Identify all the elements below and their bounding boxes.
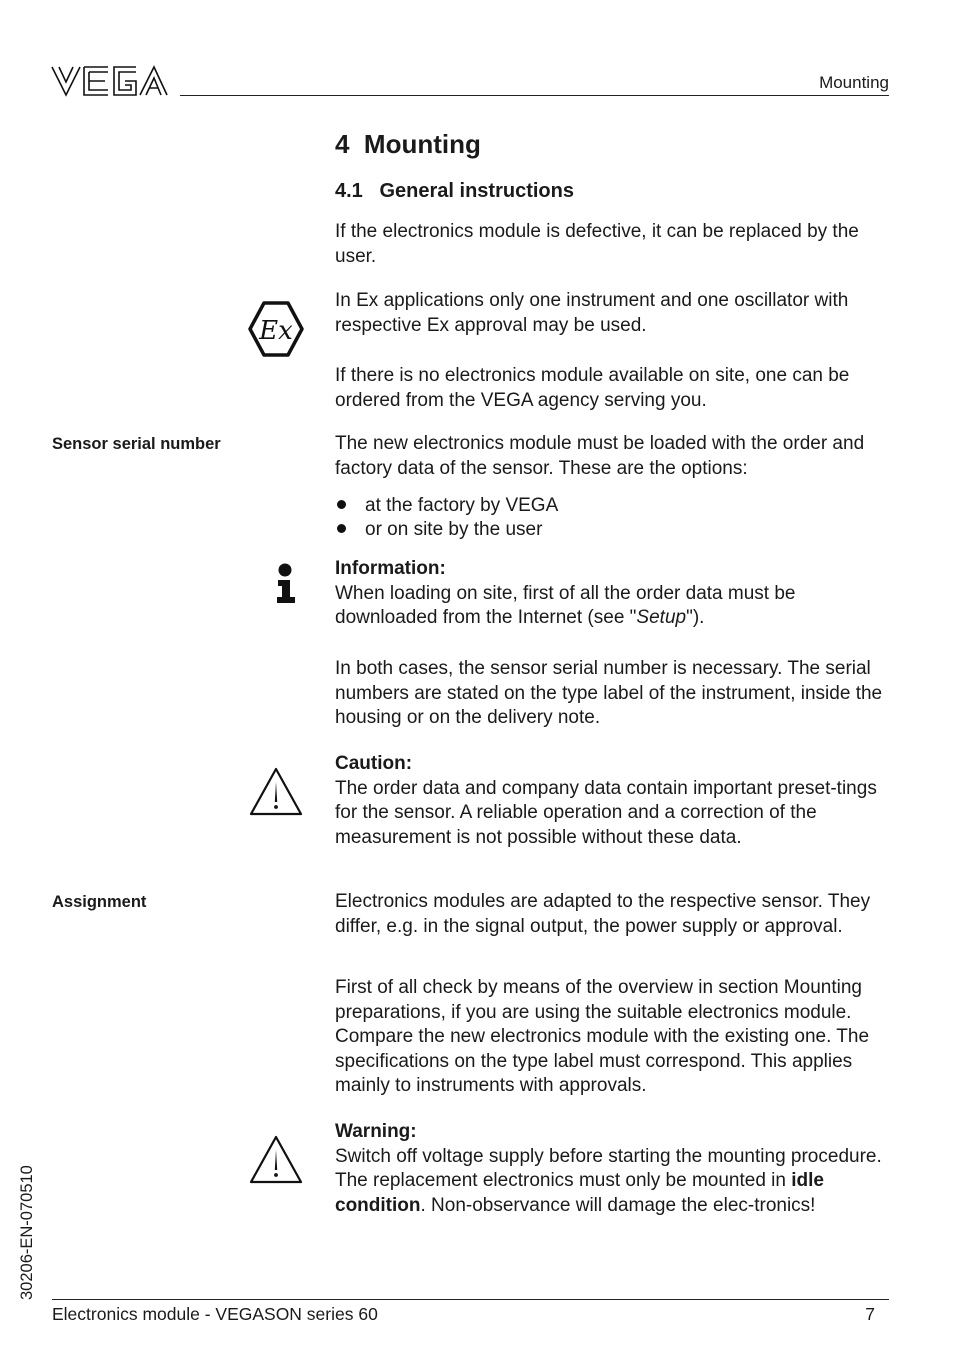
paragraph-load-data: The new electronics module must be loaded with the order and factory data of the sensor. These are the options: xyxy=(335,433,865,479)
svg-text:Ex: Ex xyxy=(259,316,293,346)
setup-reference: Setup xyxy=(636,607,687,628)
caution-block: Caution: The order data and company data contain important preset-tings for the sensor. A reliable operation and a correction of the measurement is not possible without these data. xyxy=(335,752,891,850)
chapter-title: Mounting xyxy=(363,129,481,159)
idle-condition-emphasis: idle condition xyxy=(335,1170,824,1216)
margin-label-assignment: Assignment xyxy=(52,893,147,911)
footer-title: Electronics module - VEGASON series 60 xyxy=(52,1304,378,1324)
section-title: General instructions xyxy=(379,180,574,202)
paragraph-agency: If there is no electronics module available on site, one can be ordered from the VEGA agency serving you. xyxy=(335,365,850,411)
footer-rule xyxy=(52,1299,889,1300)
vega-logo xyxy=(50,64,168,98)
chapter-number: 4 xyxy=(335,129,350,159)
info-icon xyxy=(274,563,298,605)
section-number: 4.1 xyxy=(335,180,363,202)
paragraph-check-overview: First of all check by means of the overview in section Mounting preparations, if you are using the suitable electronics module. Compare the new electronics module with the existing one. The specifications on the type label must correspond. This applies mainly to instruments with approvals. xyxy=(335,977,870,1096)
paragraph-ex: In Ex applications only one instrument and one oscillator with respective Ex approval may be used. xyxy=(335,290,849,336)
margin-label-sensor-serial-number: Sensor serial number xyxy=(52,435,221,453)
list-item: at the factory by VEGA xyxy=(335,494,558,519)
paragraph-replace: If the electronics module is defective, it can be replaced by the user. xyxy=(335,221,859,267)
header-rule xyxy=(180,95,889,96)
paragraph-both-cases: In both cases, the sensor serial number is necessary. The serial numbers are stated on the type label of the instrument, inside the housing or on the delivery note. xyxy=(335,658,883,728)
section-heading xyxy=(335,180,574,203)
caution-triangle-icon xyxy=(249,766,303,816)
page-number: 7 xyxy=(865,1304,875,1324)
chapter-heading xyxy=(335,129,481,160)
document-id: 30206-EN-070510 xyxy=(18,1165,36,1300)
warning-triangle-icon xyxy=(249,1134,303,1184)
information-label: Information: xyxy=(335,558,446,579)
warning-block: Warning: Switch off voltage supply before starting the mounting procedure. The replacement electronics must only be mounted in idle condition. Non-observance will damage the elec-tronics! xyxy=(335,1120,891,1218)
paragraph-adapted: Electronics modules are adapted to the respective sensor. They differ, e.g. in the signal output, the power supply or approval. xyxy=(335,891,871,937)
information-block: Information: When loading on site, first of all the order data must be downloaded from the Internet (see "Setup"). xyxy=(335,557,891,631)
ex-protection-icon xyxy=(248,301,304,357)
running-head: Mounting xyxy=(819,73,889,92)
bullet-icon xyxy=(337,524,346,533)
caution-label: Caution: xyxy=(335,753,413,774)
bullet-icon xyxy=(337,500,346,509)
list-item: or on site by the user xyxy=(335,518,542,543)
warning-label: Warning: xyxy=(335,1121,417,1142)
